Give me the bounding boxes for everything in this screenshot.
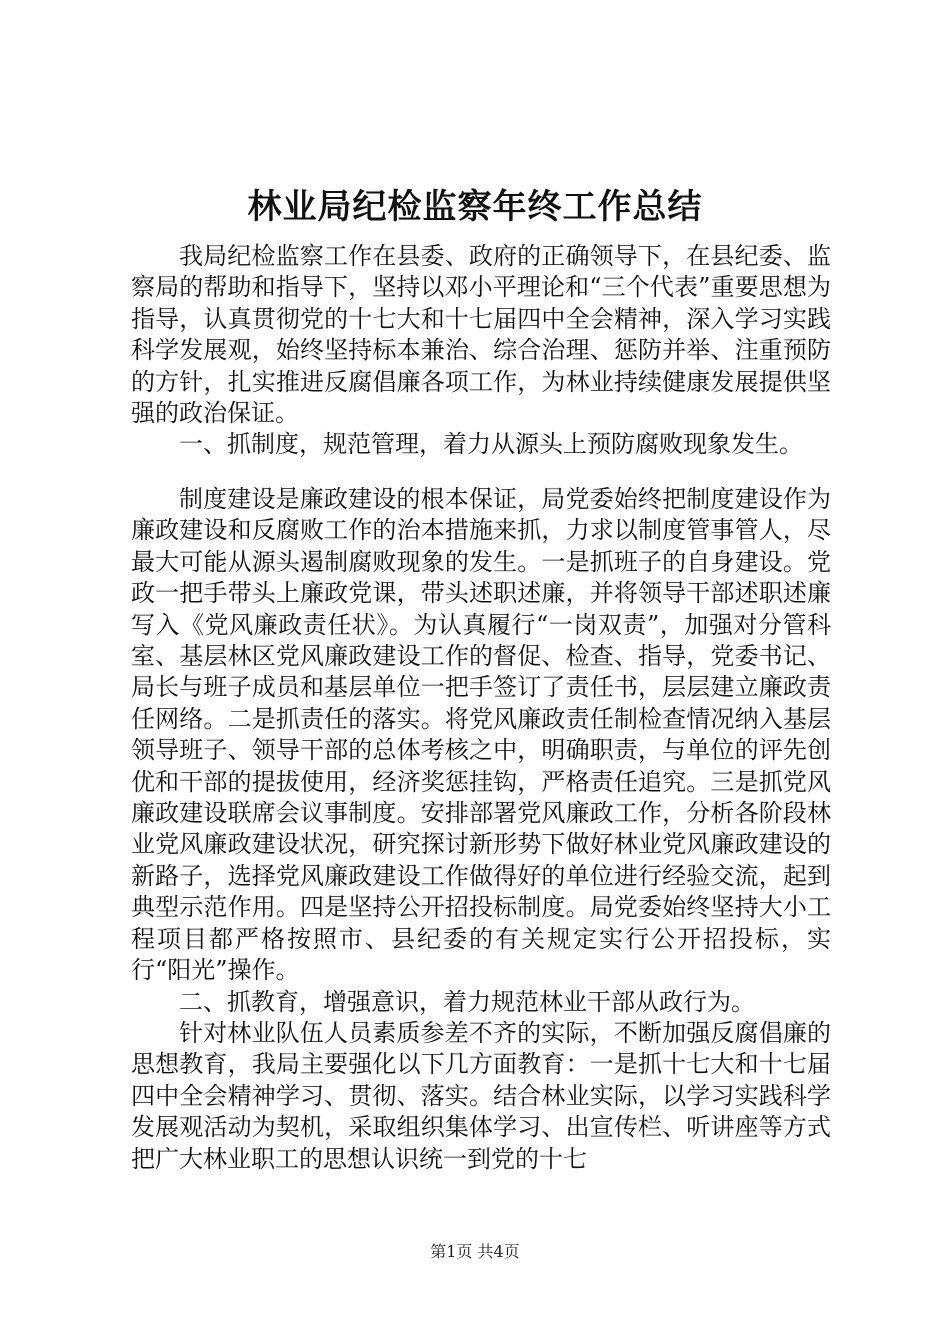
- body-section-intro: [131, 241, 831, 461]
- heading-section-2: 二、抓教育，增强意识，着力规范林业干部从政行为。: [179, 987, 755, 1016]
- page-footer: 第1页 共4页: [430, 1242, 520, 1261]
- paragraph-intro: 我局纪检监察工作在县委、政府的正确领导下，在县纪委、监察局的帮助和指导下，坚持以邓小平理论和“三个代表”重要思想为指导，认真贯彻党的十七大和十七届四中全会精神，深入学习实践科学发展观，始终坚持标本兼治、综合治理、惩防并举、注重预防的方针，扎实推进反腐倡廉各项工作，为林业持续健康发展提供坚强的政治保证。: [131, 242, 831, 428]
- body-section-main: [131, 484, 831, 1175]
- paragraph-section-1-body: 制度建设是廉政建设的根本保证，局党委始终把制度建设作为廉政建设和反腐败工作的治本措施来抓，力求以制度管事管人，尽最大可能从源头遏制腐败现象的发生。一是抓班子的自身建设。党政一把手带头上廉政党课，带头述职述廉，并将领导干部述职述廉写入《党风廉政责任状》。为认真履行“一岗双责”，加强对分管科室、基层林区党风廉政建设工作的督促、检查、指导，党委书记、局长与班子成员和基层单位一把手签订了责任书，层层建立廉政责任网络。二是抓责任的落实。将党风廉政责任制检查情况纳入基层领导班子、领导干部的总体考核之中，明确职责，与单位的评先创优和干部的提拔使用，经济奖惩挂钩，严格责任追究。三是抓党风廉政建设联席会议事制度。安排部署党风廉政工作，分析各阶段林业党风廉政建设状况，研究探讨新形势下做好林业党风廉政建设的新路子，选择党风廉政建设工作做得好的单位进行经验交流，起到典型示范作用。四是坚持公开招投标制度。局党委始终坚持大小工程项目都严格按照市、县纪委的有关规定实行公开招投标，实行“阳光”操作。: [131, 485, 831, 985]
- document-title: 林业局纪检监察年终工作总结: [247, 187, 703, 227]
- paragraph-section-2-body: 针对林业队伍人员素质参差不齐的实际，不断加强反腐倡廉的思想教育，我局主要强化以下几方面教育：一是抓十七大和十七届四中全会精神学习、贯彻、落实。结合林业实际，以学习实践科学发展观活动为契机，采取组织集体学习、出宣传栏、听讲座等方式把广大林业职工的思想认识统一到党的十七: [131, 1018, 831, 1173]
- heading-section-1: 一、抓制度，规范管理，着力从源头上预防腐败现象发生。: [179, 430, 803, 459]
